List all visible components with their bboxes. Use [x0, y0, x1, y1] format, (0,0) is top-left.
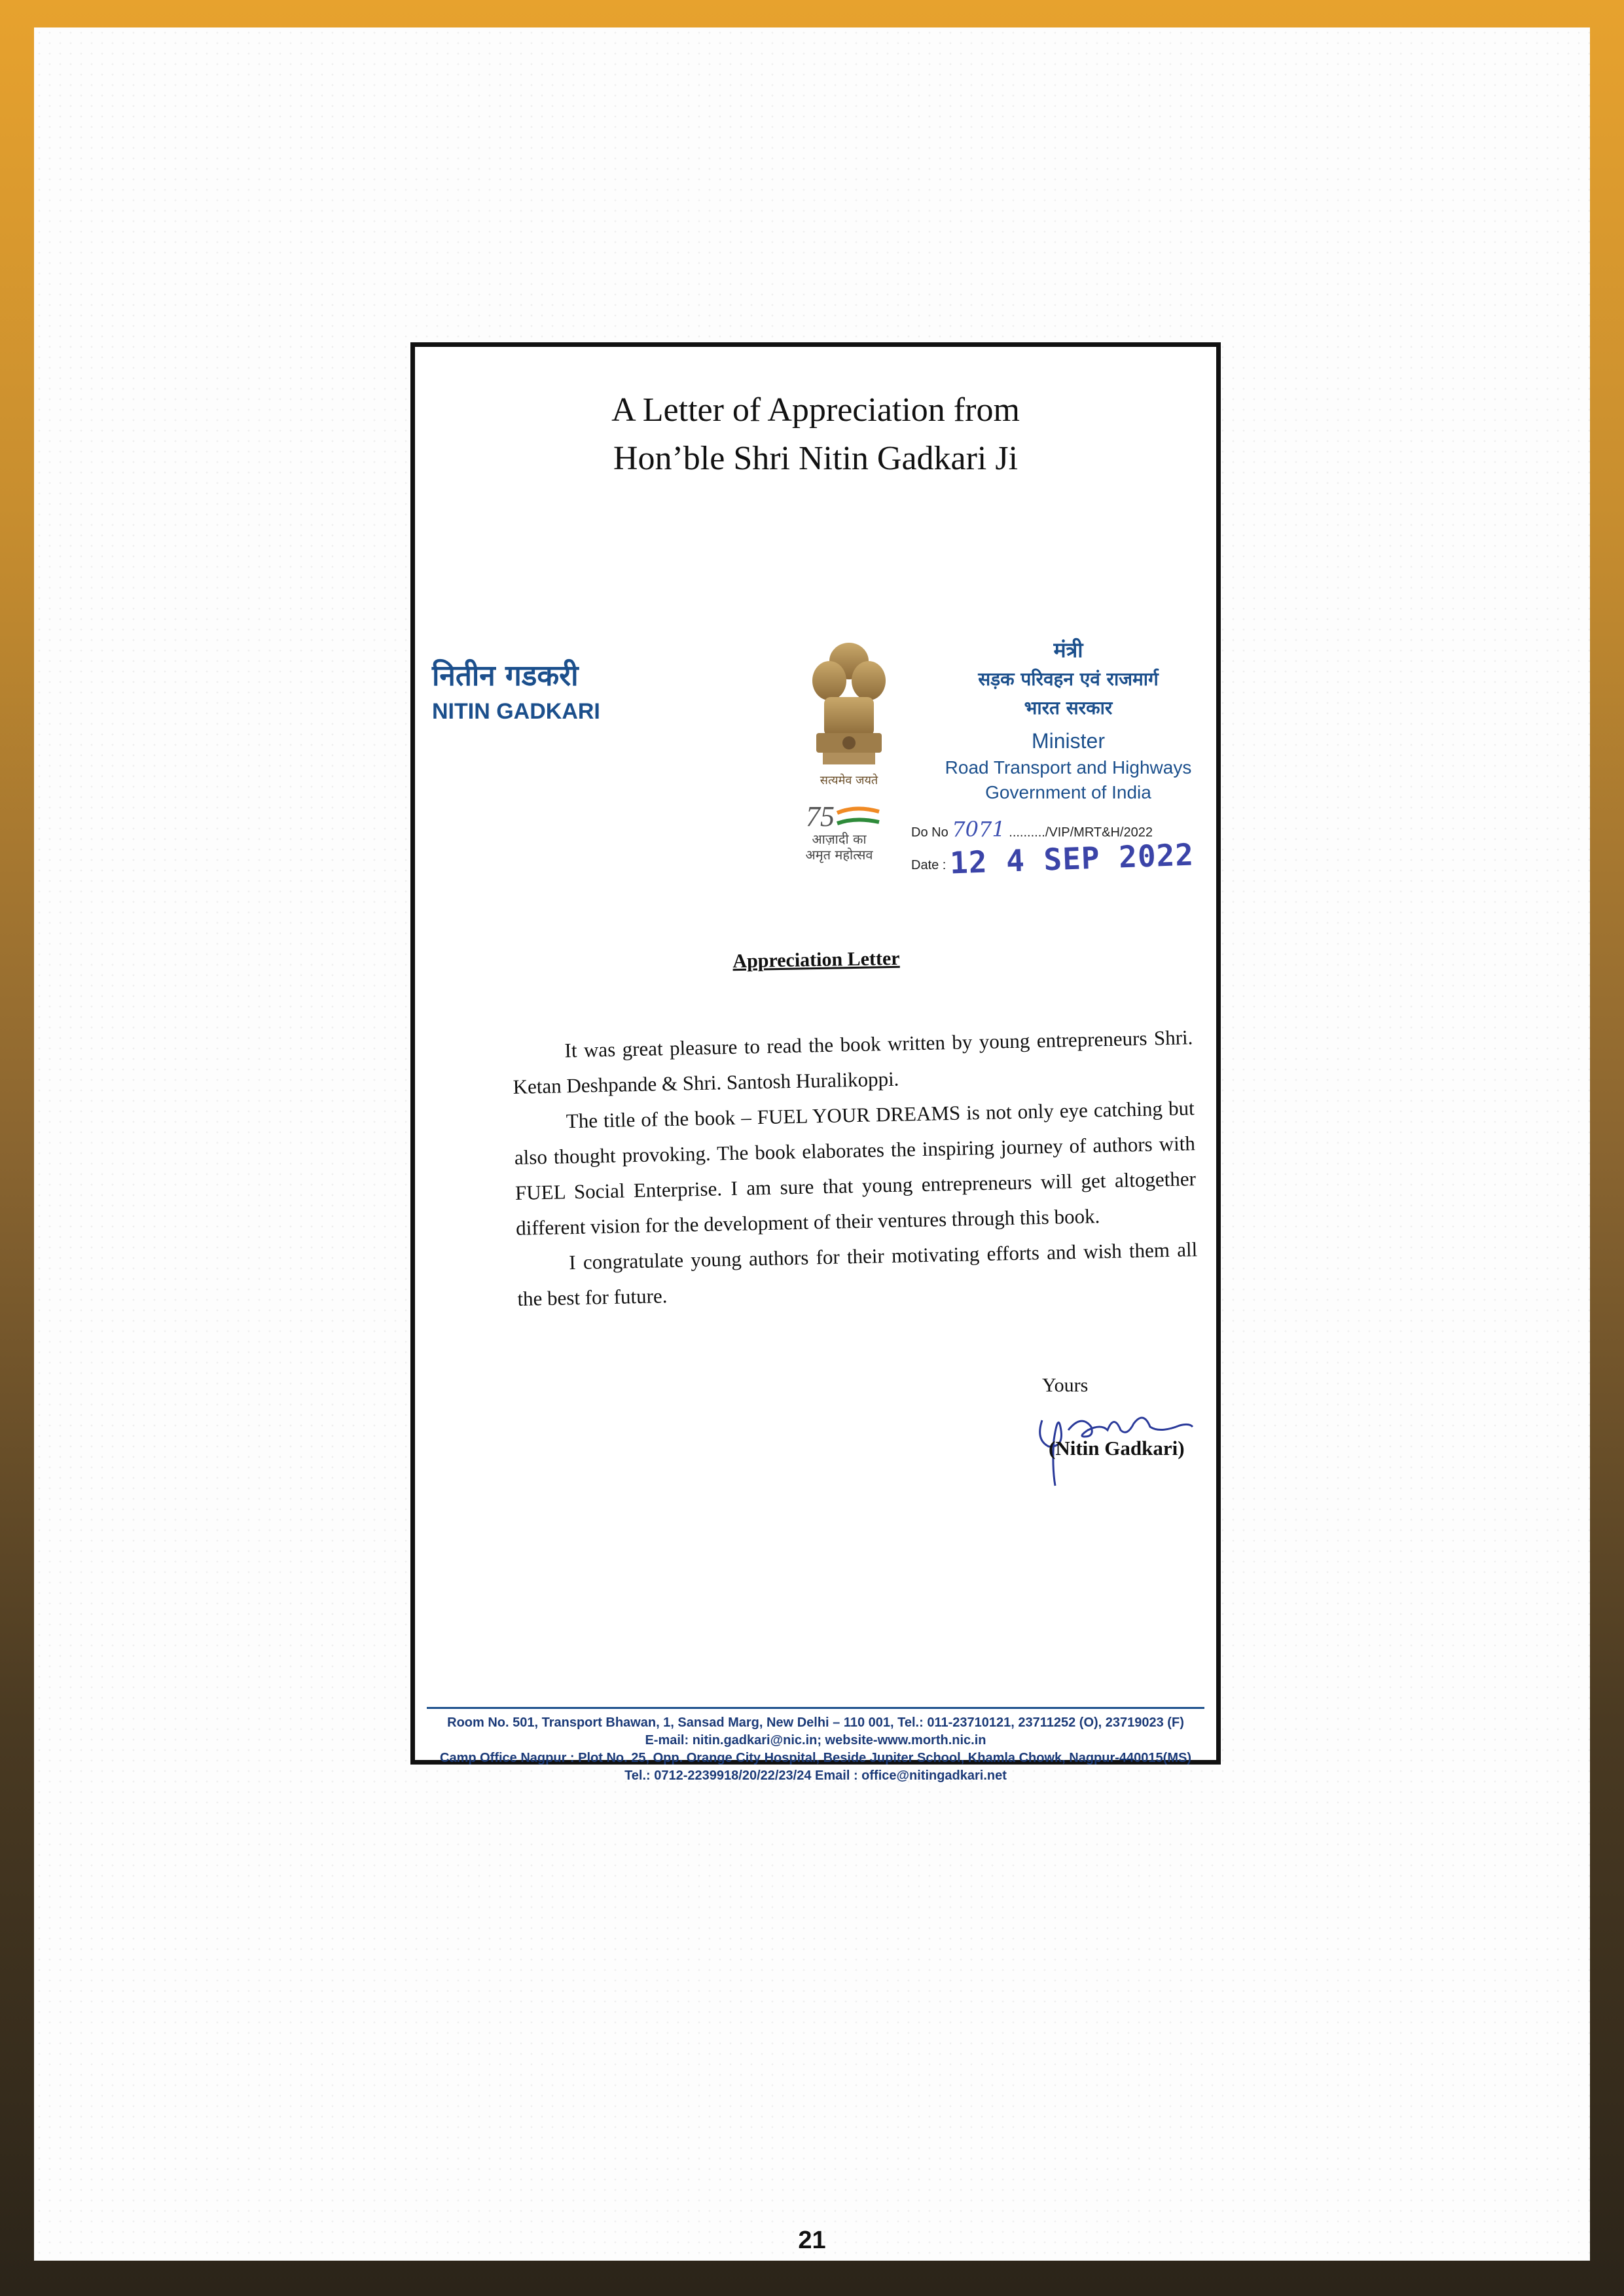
footer-line-1: Room No. 501, Transport Bhawan, 1, Sansad Marg, New Delhi – 110 001, Tel.: 011-23710121, 23711252 (O), 23719023 (F)	[447, 1715, 1184, 1730]
title-hindi-3: भारत सरकार	[1024, 697, 1113, 719]
national-emblem-icon	[797, 635, 901, 798]
title-english-2: Road Transport and Highways	[945, 757, 1192, 778]
svg-text:75: 75	[806, 800, 835, 831]
do-no-handwritten: 7071	[952, 817, 1005, 842]
minister-title-block	[937, 635, 1199, 805]
paragraph-1: It was great pleasure to read the book written by young entrepreneurs Shri. Ketan Deshpande & Shri. Santosh Huralikoppi.	[513, 1026, 1193, 1098]
paragraph-3: I congratulate young authors for their motivating efforts and wish them all the best for future.	[517, 1238, 1198, 1310]
title-english-1: Minister	[1031, 729, 1105, 753]
date-label: Date :	[911, 858, 947, 872]
letter-frame	[410, 342, 1221, 1783]
signatory-name: (Nitin Gadkari)	[1049, 1437, 1185, 1460]
footer-line-3: Camp Office Nagpur : Plot No. 25, Opp. Orange City Hospital, Beside Jupiter School, Khamla Chowk, Nagpur-440015(MS)	[440, 1751, 1191, 1765]
letter-scan	[427, 635, 1206, 1748]
page-number: 21	[798, 2227, 826, 2254]
azadi-75-logo-icon	[803, 800, 882, 831]
page-heading	[415, 386, 1216, 483]
letter-title: Appreciation Letter	[732, 947, 900, 973]
name-hindi: नितीन गडकरी	[432, 659, 579, 692]
name-english: NITIN GADKARI	[432, 699, 600, 724]
heading-line-1: A Letter of Appreciation from	[611, 391, 1020, 429]
footer-line-4: Tel.: 0712-2239918/20/22/23/24 Email : office@nitingadkari.net	[624, 1768, 1007, 1783]
paragraph-2: The title of the book – FUEL YOUR DREAMS is not only eye catching but also thought provoking. The book elaborates the inspiring journey of authors with FUEL Social Enterprise. I am sure that young entrepreneurs will get altogether different vision for the development of their ventures through this book.	[514, 1096, 1197, 1240]
footer-line-2: E-mail: nitin.gadkari@nic.in; website-www.morth.nic.in	[645, 1733, 986, 1748]
do-no-suffix: ........../VIP/MRT&H/2022	[1009, 825, 1153, 840]
closing: Yours	[1042, 1374, 1089, 1396]
title-hindi-1: मंत्री	[1053, 637, 1083, 662]
emblem-motto: सत्यमेव जयते	[820, 774, 878, 787]
heading-line-2: Hon’ble Shri Nitin Gadkari Ji	[613, 440, 1019, 477]
do-number	[911, 817, 1153, 842]
date-line	[911, 836, 1195, 881]
letterhead-footer	[427, 1707, 1204, 1785]
azadi-text-1: आज़ादी का	[812, 831, 867, 847]
letter-body	[512, 1020, 1199, 1317]
azadi-text-2: अमृत महोत्सव	[805, 847, 873, 863]
do-no-label: Do No	[911, 825, 948, 840]
title-hindi-2: सड़क परिवहन एवं राजमार्ग	[978, 668, 1159, 690]
date-stamp: 12 4 SEP 2022	[949, 836, 1195, 881]
title-english-3: Government of India	[985, 782, 1151, 802]
azadi-text	[784, 831, 895, 863]
